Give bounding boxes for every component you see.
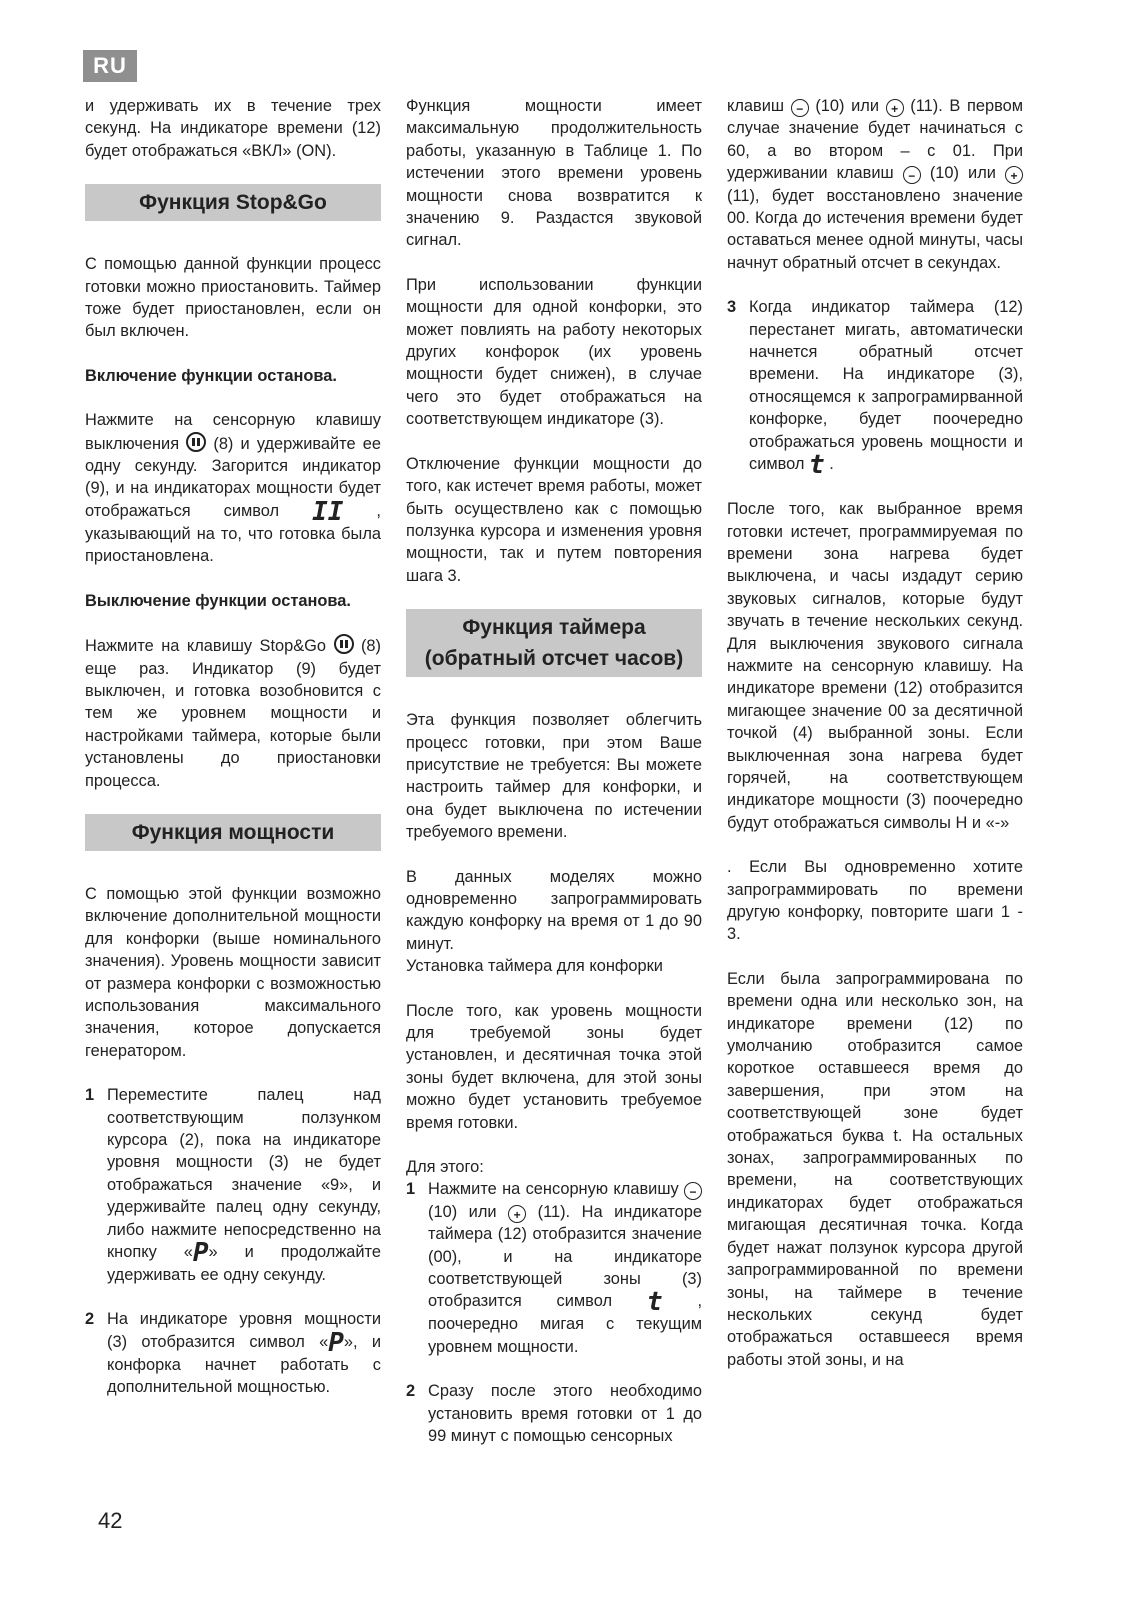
subheading-stop-on: Включение функции останова. xyxy=(85,366,337,385)
paragraph-stop-on xyxy=(85,409,381,567)
paragraph: Функция мощности имеет максимальную продолжительность работы, указанную в Таблице 1. По истечении этого времени уровень мощности снова возвратится к значению 9. Раздастся звуковой сигнал. xyxy=(406,97,702,250)
text: (11), будет восстановлено значение 00. Когда до истечения времени будет оставаться менее одной минуты, часы начнут обратный отсчет в секундах. xyxy=(727,186,1023,272)
list-item xyxy=(85,1308,381,1398)
step-number: 1 xyxy=(406,1180,416,1199)
paragraph: . Если Вы одновременно хотите запрограммировать по времени другую конфорку, повторите шаги 1 - 3. xyxy=(727,858,1023,944)
step-number: 1 xyxy=(85,1086,95,1105)
plus-icon: + xyxy=(1005,166,1023,184)
step-number: 2 xyxy=(85,1310,95,1329)
text: Переместите палец над соответствующим ползунком курсора (2), пока на индикаторе уровня мощности (3) не будет отображаться значение «9», и удерживайте палец одну секунду, либо нажмите непосредственно на кнопку « xyxy=(107,1086,381,1262)
text: (10) или xyxy=(428,1202,497,1221)
text: Нажмите на сенсорную клавишу xyxy=(428,1180,679,1199)
column-3 xyxy=(727,95,1023,1393)
list-item xyxy=(85,1084,381,1286)
subheading-stop-off: Выключение функции останова. xyxy=(85,591,351,610)
pause-icon xyxy=(334,634,354,654)
text: (8) еще раз. Индикатор (9) будет выключен, и готовка возобновится с тем же уровнем мощности и настройками таймера, которые были установлены до приостановки процесса. xyxy=(85,637,381,790)
text: (10) или xyxy=(929,164,996,183)
timer-symbol: t xyxy=(809,450,825,481)
paragraph-stop-off xyxy=(85,634,381,792)
paragraph: Отключение функции мощности до того, как истечет время работы, может быть осуществлено как с помощью ползунка курсора и изменения уровня мощности, так и путем повторения шага 3. xyxy=(406,454,702,585)
paragraph: При использовании функции мощности для одной конфорки, это может повлиять на работу некоторых других конфорок (их уровень мощности будет снижен), в случае чего это будет отображаться на соответствующем индикаторе (3). xyxy=(406,275,702,429)
list-item xyxy=(406,1178,702,1358)
paragraph-continued xyxy=(727,95,1023,274)
text: » и продолжайте удерживать ее одну секунду. xyxy=(107,1243,381,1285)
text: , поочередно мигая с текущим уровнем мощности. xyxy=(428,1292,702,1356)
text: клавиш xyxy=(727,97,785,115)
list-item xyxy=(727,296,1023,481)
paragraph: Установка таймера для конфорки xyxy=(406,957,663,976)
paragraph: После того, как уровень мощности для требуемой зоны будет установлен, и десятичная точка этой зоны будет включена, для этой зоны можно будет установить требуемое время готовки. xyxy=(406,1001,702,1132)
paragraph: Для этого: xyxy=(406,1158,484,1177)
text: », и конфорка начнет работать с дополнительной мощностью. xyxy=(107,1332,382,1397)
plus-icon: + xyxy=(886,99,904,117)
step-text xyxy=(749,296,1023,481)
paragraph: После того, как выбранное время готовки истечет, программируемая по времени зона нагрева будет выключена, и часы издадут серию звуковых сигналов, которые будут звучать в течение нескольких секунд. Для выключения звукового сигнала нажмите на сенсорную клавишу. На индикаторе времени (12) отобразится мигающее значение 00 за десятичной точкой (4) выбранной зоны. Если выключенная зона нагрева будет горячей, на соответствующем индикаторе мощности (3) поочередно будут отображаться символы H и «-» xyxy=(727,500,1023,832)
heading-timer: Функция таймера (обратный отсчет часов) xyxy=(406,609,702,677)
pause-symbol: II xyxy=(312,496,344,527)
column-2 xyxy=(406,95,702,1470)
minus-icon: − xyxy=(791,99,809,117)
step-text xyxy=(107,1308,381,1398)
text: Когда индикатор таймера (12) перестанет мигать, автоматически начнется обратный отсчет времени. На индикаторе (3), относящемся к запрограмирванной конфорке, будет поочередно отображаться уровень мощности и символ xyxy=(749,298,1023,474)
text: (11). На индикаторе таймера (12) отобразится значение (00), и на индикаторе соответствующей зоны (3) отобразится символ xyxy=(428,1202,702,1311)
power-symbol: P xyxy=(328,1327,344,1358)
paragraph-stop-go: С помощью данной функции процесс готовки можно приостановить. Таймер тоже будет приостановлен, если он был включен. xyxy=(85,255,381,341)
plus-icon: + xyxy=(508,1205,526,1223)
text: Нажмите на клавишу Stop&Go xyxy=(85,637,327,656)
heading-power: Функция мощности xyxy=(85,814,381,851)
minus-icon: − xyxy=(684,1182,702,1200)
heading-stop-go: Функция Stop&Go xyxy=(85,184,381,221)
pause-icon xyxy=(186,432,206,452)
language-tag: RU xyxy=(83,50,137,82)
step-text xyxy=(428,1178,702,1358)
text: (10) или xyxy=(815,97,880,115)
timer-symbol: t xyxy=(646,1287,663,1318)
paragraph: В данных моделях можно одновременно запрограммировать каждую конфорку на время от 1 до 90 минут. xyxy=(406,867,702,953)
step-number: 3 xyxy=(727,298,737,317)
minus-icon: − xyxy=(903,166,921,184)
step-text: Сразу после этого необходимо установить время готовки от 1 до 99 минут с помощью сенсорных xyxy=(428,1382,702,1446)
text: Нажмите на сенсорную клавишу выключения xyxy=(85,411,381,453)
step-text xyxy=(107,1084,381,1286)
power-symbol: P xyxy=(192,1238,209,1269)
paragraph-power: С помощью этой функции возможно включение дополнительной мощности для конфорки (выше номинального значения). Уровень мощности зависит от размера конфорки с возможностью использования максимального значения, которое допускается генератором. xyxy=(85,884,381,1060)
text: , указывающий на то, что готовка была приостановлена. xyxy=(85,501,381,566)
column-1 xyxy=(85,95,381,1421)
text: . xyxy=(829,455,834,474)
paragraph-intro: и удерживать их в течение трех секунд. На индикаторе времени (12) будет отображаться «ВКЛ» (ON). xyxy=(85,97,381,160)
paragraph: Эта функция позволяет облегчить процесс готовки, при этом Ваше присутствие не требуется: Вы можете настроить таймер для конфорки, и она будет выключена по истечении требуемого времени. xyxy=(406,711,702,842)
list-item xyxy=(406,1380,702,1447)
page-number: 42 xyxy=(98,1508,123,1533)
step-number: 2 xyxy=(406,1382,416,1401)
text: (8) и удерживайте ее одну секунду. Загорится индикатор (9), и на индикаторах мощности будет отображаться символ xyxy=(85,434,381,520)
text: (11). В первом случае значение будет начинаться с 60, а во втором – с 01. При удерживании клавиш xyxy=(727,97,1023,183)
paragraph: Если была запрограммирована по времени одна или несколько зон, на индикаторе времени (12) по умолчанию отобразится самое короткое оставшееся время до завершения, при этом на соответствующей зоне будет отображаться буква t. На остальных зонах, запрограммированных по времени, на соответствующих индикаторах будет отображаться мигающая десятичная точка. Когда будет нажат ползунок курсора другой запрограммированной по времени зоны, на таймере в течение нескольких секунд будет отображаться оставшееся время работы этой зоны, и на xyxy=(727,969,1023,1369)
text: На индикаторе уровня мощности (3) отобразится символ « xyxy=(107,1310,381,1351)
